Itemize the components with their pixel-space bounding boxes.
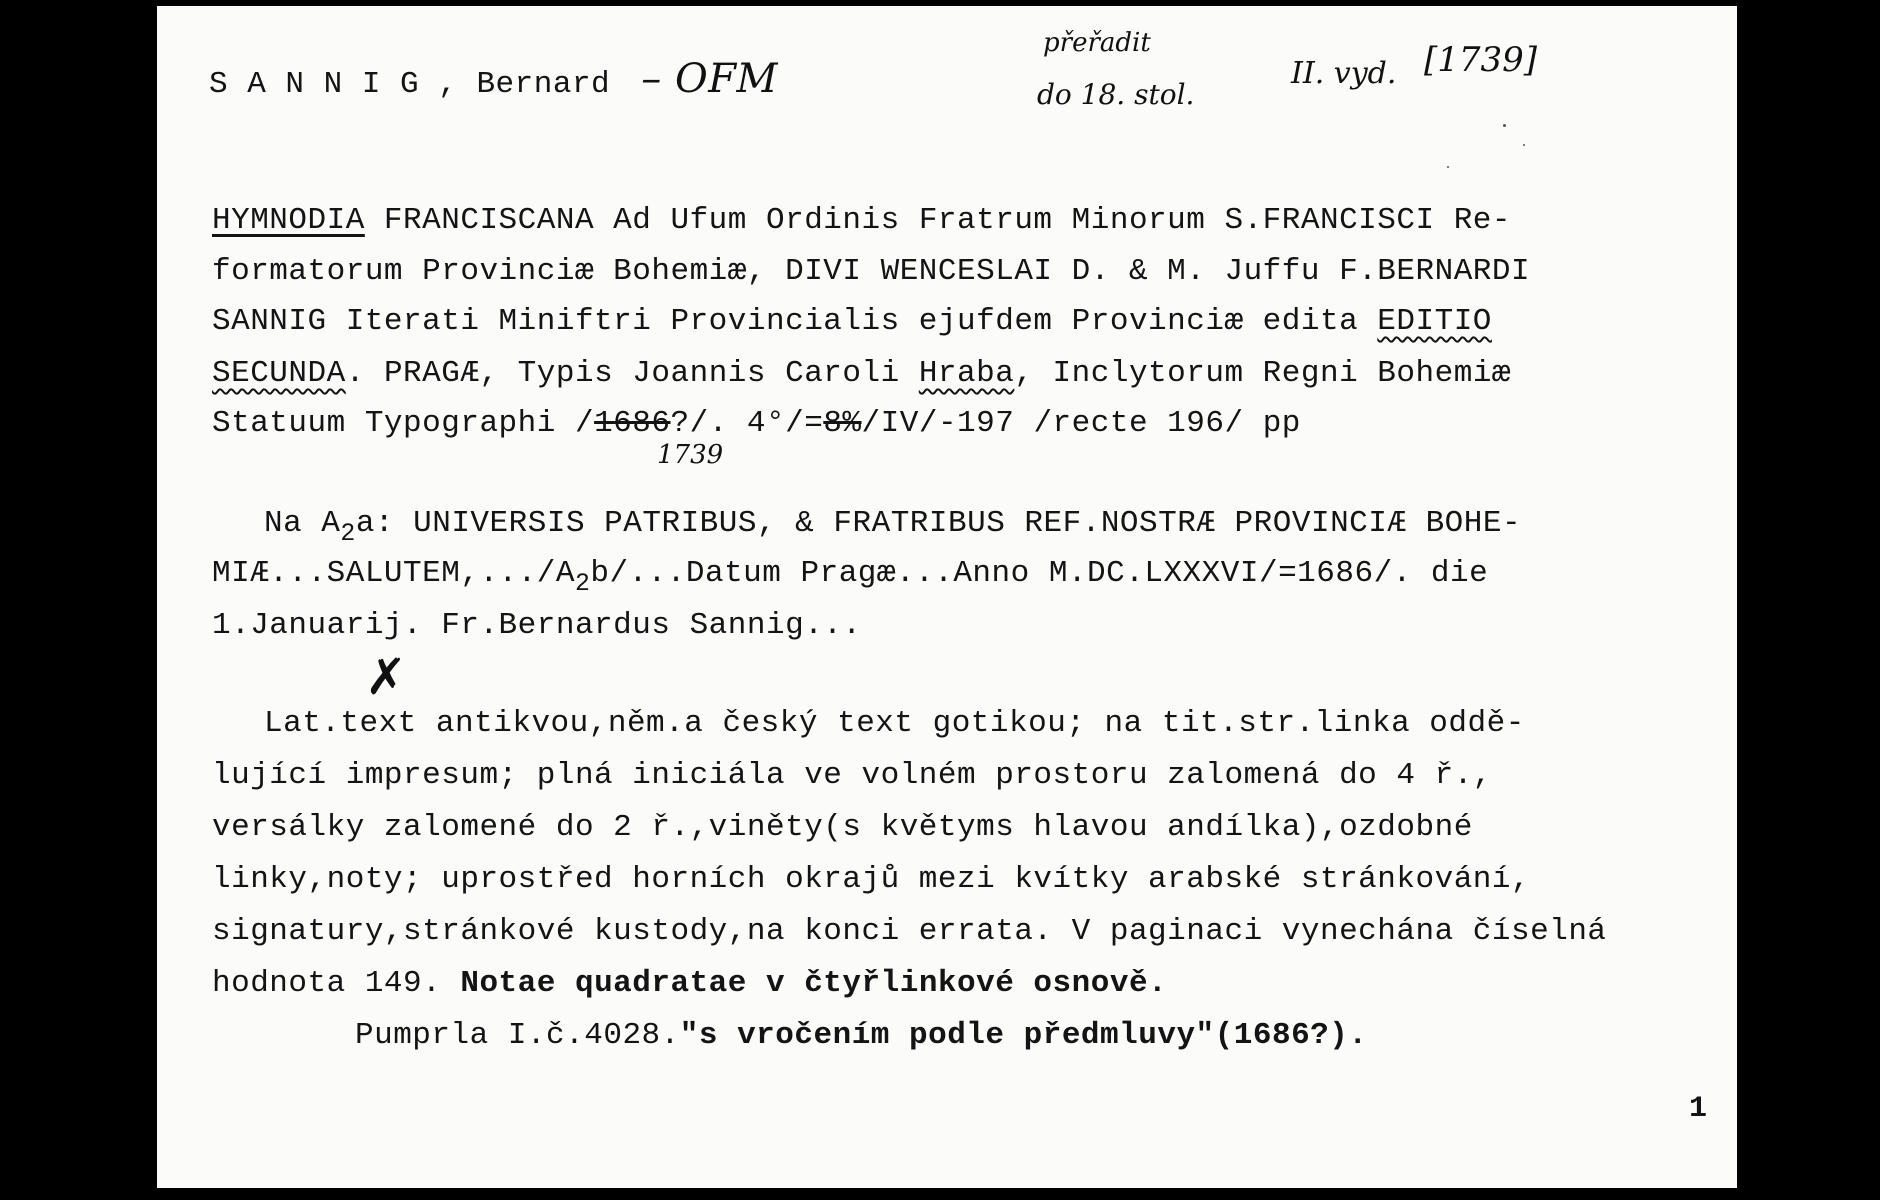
reference-quote: "s vročením podle předmluvy" [679,1018,1215,1053]
notation-note: Notae quadratae v čtyřlinkové osnově. [460,966,1168,1001]
bibliographic-reference: Pumprla I.č.4028."s vročením podle předmluvy"(1686?). [355,1018,1368,1053]
handwritten-edition-note: II. vyd. [1291,56,1397,91]
description-line-1: Lat.text antikvou,něm.a český text gotikou; na tit.str.linka oddě- [264,706,1525,741]
description-line-3: versálky zalomené do 2 ř.,viněty(s květyms hlavou andílka),ozdobné [212,810,1473,845]
handwritten-cross-mark: ✗ [365,648,407,706]
description-line-5: signatury,stránkové kustody,na konci errata. V paginaci vynechána číselná [212,914,1607,949]
catalog-card [157,6,1737,1188]
printer-name: Hraba [918,356,1015,391]
handwritten-corrected-year: 1739 [657,440,724,470]
title-line-3: SANNIG Iterati Miniftri Provincialis ejufdem Provinciæ edita EDITIO [212,304,1492,339]
scan-speck [1523,144,1525,146]
title-line-1: HYMNODIA FRANCISCANA Ad Ufum Ordinis Fratrum Minorum S.FRANCISCI Re- [212,203,1512,238]
scan-speck [1503,124,1506,127]
dedication-line-2: $MIÆ...SALUTEM,.../A_2b/...Datum$ Pragæ...Anno M.DC.LXXXVI/=1686/. die [212,556,1489,598]
handwritten-note-century: do 18. stol. [1037,78,1195,111]
edition-keyword: EDITIO [1377,304,1492,339]
struck-year: 1686 [594,406,671,441]
description-line-4: linky,noty; uprostřed horních okrajů mezi kvítky arabské stránkování, [212,862,1531,897]
title-keyword: HYMNODIA [212,203,365,238]
dedication-line-3: 1.Januarij. Fr.Bernardus Sannig... [212,608,862,643]
order-annotation: – OFM [641,56,778,102]
title-line-5: Statuum Typographi /1686?/. 4°/=8%/IV/-197 /recte 196/ pp [212,406,1301,441]
page-number: 1 [1688,1092,1707,1126]
dedication-line-1: Na $A_2a$: UNIVERSIS PATRIBUS, & FRATRIBUS REF.NOSTRÆ PROVINCIÆ BOHE- [264,506,1522,548]
title-line-2: formatorum Provinciæ Bohemiæ, DIVI WENCESLAI D. & M. Juffu F.BERNARDI [212,254,1531,289]
scan-speck [1447,166,1449,168]
author-name: S A N N I G , Bernard [209,67,611,102]
handwritten-note-reassign: přeřadit [1043,28,1151,58]
author-heading [209,56,778,102]
description-line-6: hodnota 149. Notae quadratae v čtyřlinkové osnově. [212,966,1168,1001]
handwritten-year-note: [1739] [1424,40,1538,80]
title-line-4: SECUNDA. PRAGÆ, Typis Joannis Caroli Hraba, Inclytorum Regni Bohemiæ [212,356,1512,391]
description-line-2: lující impresum; plná iniciála ve volném prostoru zalomená do 4 ř., [212,758,1492,793]
